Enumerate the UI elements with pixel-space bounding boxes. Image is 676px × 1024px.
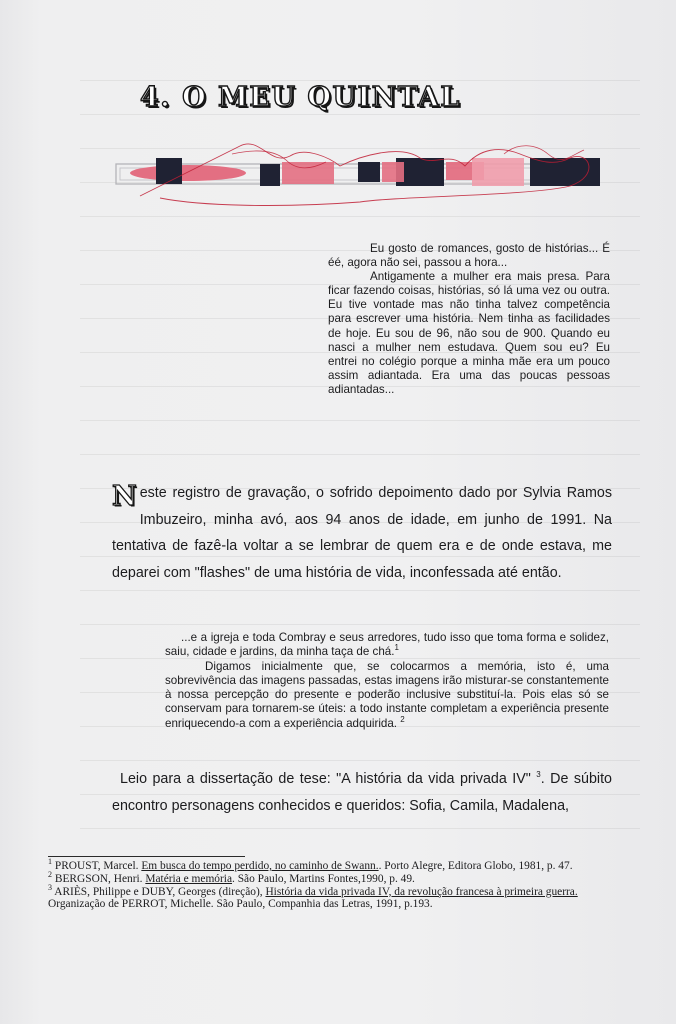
- footnote-work: Matéria e memória: [145, 872, 233, 885]
- footnote-details: Organização de PERROT, Michelle. São Paulo, Companhia das Letras, 1991, p.193.: [48, 898, 433, 911]
- footnote-author: BERGSON, Henri.: [54, 872, 146, 885]
- block-quote: [165, 631, 609, 731]
- footnotes: [48, 857, 614, 911]
- epigraph-quote: [328, 242, 610, 397]
- body-text: Leio para a dissertação de tese: "A história da vida privada IV": [120, 771, 531, 787]
- block-quote-line: [165, 631, 609, 660]
- footnote-ref: 2: [400, 714, 405, 724]
- footnote-number: 3: [48, 882, 52, 892]
- footnote: [48, 870, 614, 886]
- chapter-title: 4. O MEU QUINTAL: [140, 82, 461, 113]
- footnote: [48, 857, 614, 873]
- epigraph-paragraph: Antigamente a mulher era mais presa. Para ficar fazendo coisas, histórias, só lá uma vez ou outra. Eu tive vontade mas não tinha talvez competência para escrever uma história. Nem tinha as facilidades de hoje. Eu sou de 96, não sou de 900. Quando eu nasci a mulher nem estudava. Quem sou eu? Eu entrei no colégio porque a minha mãe era um pouco assim adiantada. Era uma das poucas pessoas adiantadas...: [328, 270, 610, 396]
- footnote-details: . São Paulo, Martins Fontes,1990, p. 49.: [232, 872, 415, 885]
- footnote-ref: 3: [536, 770, 541, 780]
- footnote: [48, 882, 614, 912]
- body-paragraph: [112, 766, 612, 820]
- footnote-author: ARIÈS, Philippe e DUBY, Georges (direção),: [54, 885, 266, 898]
- drop-cap: N: [112, 481, 137, 512]
- footnote-number: 2: [48, 870, 52, 879]
- footnote-divider: [48, 856, 245, 857]
- body-paragraph: [112, 480, 612, 586]
- quote-text: ...e a igreja e toda Combray e seus arredores, tudo isso que toma forma e solidez, saiu, cidade e jardins, da minha taça de chá.: [165, 631, 609, 659]
- footnote-number: 1: [48, 857, 52, 867]
- block-quote-line: [165, 660, 609, 731]
- footnote-work: História da vida privada IV, da revolução francesa à primeira guerra.: [265, 885, 578, 898]
- epigraph-paragraph: Eu gosto de romances, gosto de histórias... É éé, agora não sei, passou a hora...: [328, 242, 610, 270]
- footnote-author: PROUST, Marcel.: [54, 860, 142, 872]
- footnote-work: Em busca do tempo perdido, no caminho de Swann.: [141, 860, 379, 872]
- decorative-ornament: [100, 136, 610, 208]
- body-text: . De súbito encontro personagens conhecidos e queridos: Sofia, Camila, Madalena,: [112, 771, 613, 814]
- quote-text: Digamos inicialmente que, se colocarmos a memória, isto é, uma sobrevivência das imagens passadas, estas imagens irão misturar-se constantemente à nossa percepção do presente e poderão inclusive substituí-la. Pois elas só se conservam para tornarem-se úteis: a todo instante completam a experiência presente enriquecendo-a com a experiência adquirida.: [165, 659, 609, 730]
- footnote-details: . Porto Alegre, Editora Globo, 1981, p. 47.: [378, 860, 573, 872]
- footnote-ref: 1: [394, 643, 399, 653]
- body-text: este registro de gravação, o sofrido depoimento dado por Sylvia Ramos Imbuzeiro, minha avó, aos 94 anos de idade, em junho de 1991. Na tentativa de fazê-la voltar a se lembrar de quem era e de onde estava, me deparei com "flashes" de uma história de vida, inconfessada até então.: [112, 485, 612, 581]
